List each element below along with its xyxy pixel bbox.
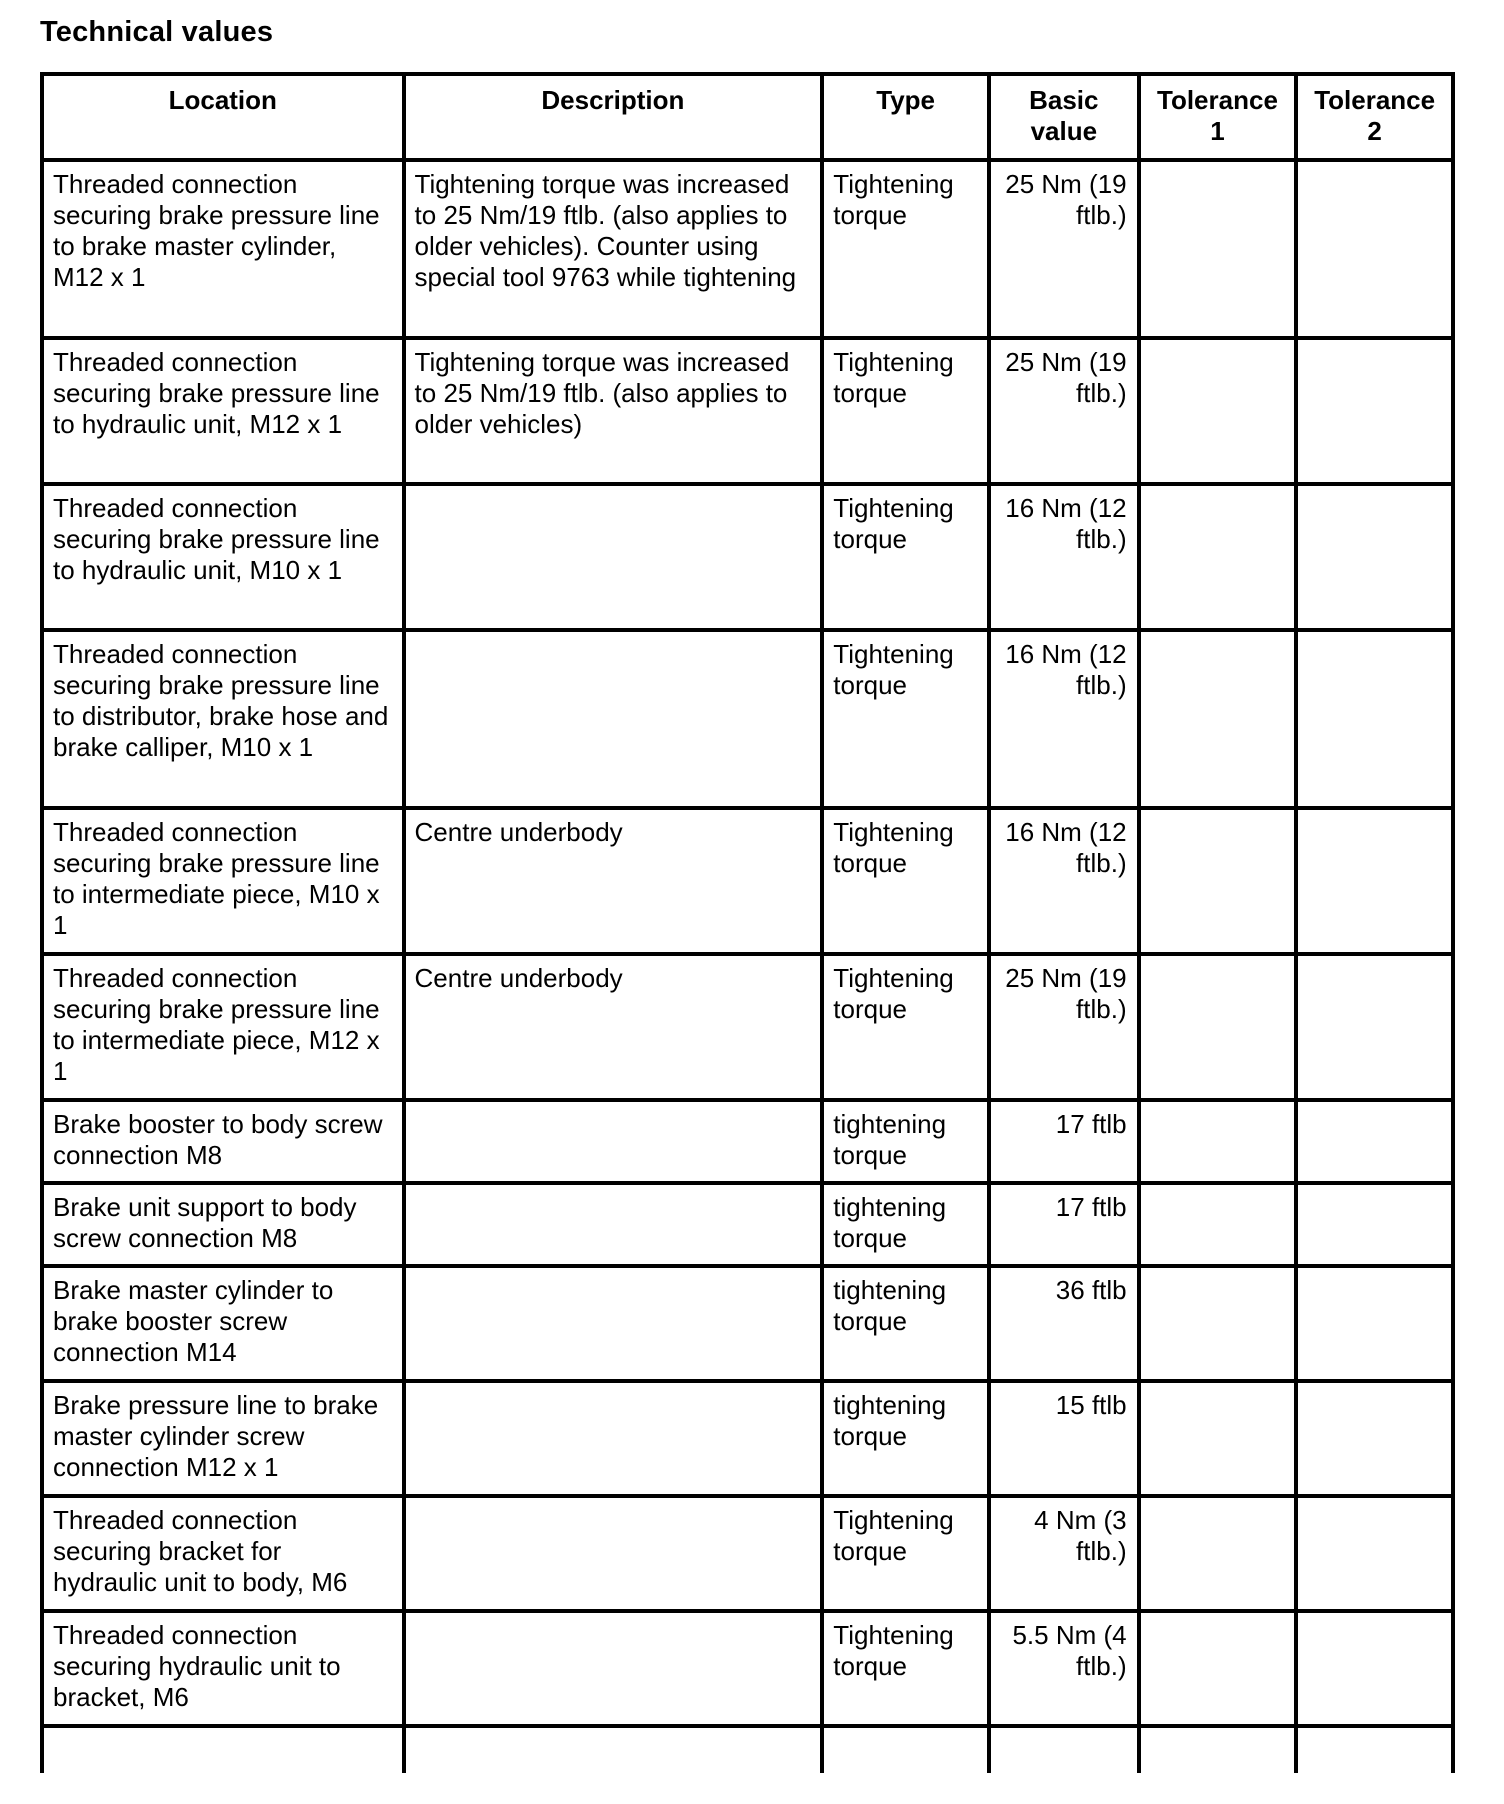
cell-tolerance-1 <box>1139 484 1297 630</box>
cell-tolerance-2 <box>1296 1183 1453 1266</box>
cell-basic-value: 16 Nm (12 ftlb.) <box>989 808 1139 954</box>
cell-tolerance-1 <box>1139 1381 1297 1496</box>
cell-type: tightening torque <box>822 1266 989 1381</box>
table-row <box>42 484 1453 630</box>
cell-basic-value: 25 Nm (19 ftlb.) <box>989 160 1139 338</box>
cell-empty <box>42 1726 404 1773</box>
cell-tolerance-1 <box>1139 808 1297 954</box>
cell-basic-value: 36 ftlb <box>989 1266 1139 1381</box>
header-tolerance-1: Tolerance 1 <box>1139 74 1297 160</box>
cell-type: tightening torque <box>822 1381 989 1496</box>
cell-tolerance-2 <box>1296 1496 1453 1611</box>
header-location: Location <box>42 74 404 160</box>
cell-location: Threaded connection securing bracket for hydraulic unit to body, M6 <box>42 1496 404 1611</box>
cell-type: Tightening torque <box>822 1496 989 1611</box>
table-row-continuation <box>42 1726 1453 1773</box>
table-row <box>42 630 1453 808</box>
cell-tolerance-2 <box>1296 1381 1453 1496</box>
table-row <box>42 338 1453 484</box>
cell-tolerance-2 <box>1296 630 1453 808</box>
cell-tolerance-1 <box>1139 338 1297 484</box>
table-row <box>42 1496 1453 1611</box>
cell-type: Tightening torque <box>822 484 989 630</box>
cell-description <box>404 1496 823 1611</box>
cell-tolerance-2 <box>1296 338 1453 484</box>
cell-description <box>404 1266 823 1381</box>
cell-location: Threaded connection securing brake pressure line to hydraulic unit, M10 x 1 <box>42 484 404 630</box>
cell-description <box>404 1381 823 1496</box>
cell-tolerance-1 <box>1139 1183 1297 1266</box>
cell-tolerance-1 <box>1139 1496 1297 1611</box>
cell-description: Centre underbody <box>404 954 823 1100</box>
cell-basic-value: 16 Nm (12 ftlb.) <box>989 630 1139 808</box>
table-row <box>42 1611 1453 1726</box>
cell-location: Threaded connection securing brake pressure line to distributor, brake hose and brake calliper, M10 x 1 <box>42 630 404 808</box>
table-row <box>42 954 1453 1100</box>
cell-description <box>404 1100 823 1183</box>
cell-description <box>404 484 823 630</box>
cell-empty <box>822 1726 989 1773</box>
cell-location: Threaded connection securing brake pressure line to intermediate piece, M12 x 1 <box>42 954 404 1100</box>
cell-description: Tightening torque was increased to 25 Nm/19 ftlb. (also applies to older vehicles) <box>404 338 823 484</box>
header-basic-value: Basic value <box>989 74 1139 160</box>
cell-location: Threaded connection securing brake pressure line to hydraulic unit, M12 x 1 <box>42 338 404 484</box>
cell-tolerance-2 <box>1296 160 1453 338</box>
cell-empty <box>1139 1726 1297 1773</box>
cell-tolerance-2 <box>1296 1611 1453 1726</box>
cell-type: Tightening torque <box>822 954 989 1100</box>
cell-type: tightening torque <box>822 1183 989 1266</box>
cell-empty <box>989 1726 1139 1773</box>
cell-tolerance-2 <box>1296 1266 1453 1381</box>
table-row <box>42 160 1453 338</box>
cell-tolerance-1 <box>1139 954 1297 1100</box>
cell-basic-value: 17 ftlb <box>989 1183 1139 1266</box>
cell-basic-value: 16 Nm (12 ftlb.) <box>989 484 1139 630</box>
cell-description: Tightening torque was increased to 25 Nm/19 ftlb. (also applies to older vehicles). Counter using special tool 9763 while tightening <box>404 160 823 338</box>
cell-type: Tightening torque <box>822 808 989 954</box>
cell-basic-value: 25 Nm (19 ftlb.) <box>989 954 1139 1100</box>
cell-type: Tightening torque <box>822 160 989 338</box>
cell-location: Threaded connection securing brake pressure line to intermediate piece, M10 x 1 <box>42 808 404 954</box>
technical-values-table <box>40 72 1455 1773</box>
cell-basic-value: 25 Nm (19 ftlb.) <box>989 338 1139 484</box>
cell-tolerance-1 <box>1139 1266 1297 1381</box>
cell-tolerance-2 <box>1296 484 1453 630</box>
cell-type: tightening torque <box>822 1100 989 1183</box>
cell-description <box>404 630 823 808</box>
cell-description: Centre underbody <box>404 808 823 954</box>
cell-description <box>404 1611 823 1726</box>
cell-basic-value: 5.5 Nm (4 ftlb.) <box>989 1611 1139 1726</box>
cell-location: Brake unit support to body screw connection M8 <box>42 1183 404 1266</box>
cell-location: Brake booster to body screw connection M8 <box>42 1100 404 1183</box>
cell-empty <box>404 1726 823 1773</box>
cell-tolerance-1 <box>1139 160 1297 338</box>
cell-location: Brake pressure line to brake master cylinder screw connection M12 x 1 <box>42 1381 404 1496</box>
header-description: Description <box>404 74 823 160</box>
header-type: Type <box>822 74 989 160</box>
cell-tolerance-1 <box>1139 1611 1297 1726</box>
cell-tolerance-1 <box>1139 1100 1297 1183</box>
table-row <box>42 1381 1453 1496</box>
table-row <box>42 1266 1453 1381</box>
cell-type: Tightening torque <box>822 338 989 484</box>
cell-empty <box>1296 1726 1453 1773</box>
cell-basic-value: 4 Nm (3 ftlb.) <box>989 1496 1139 1611</box>
page-title: Technical values <box>40 16 274 48</box>
table-header-row <box>42 74 1453 160</box>
cell-tolerance-1 <box>1139 630 1297 808</box>
cell-tolerance-2 <box>1296 808 1453 954</box>
cell-type: Tightening torque <box>822 630 989 808</box>
table-row <box>42 1100 1453 1183</box>
cell-tolerance-2 <box>1296 1100 1453 1183</box>
table-row <box>42 808 1453 954</box>
cell-type: Tightening torque <box>822 1611 989 1726</box>
header-tolerance-2: Tolerance 2 <box>1296 74 1453 160</box>
cell-location: Brake master cylinder to brake booster screw connection M14 <box>42 1266 404 1381</box>
cell-description <box>404 1183 823 1266</box>
cell-basic-value: 17 ftlb <box>989 1100 1139 1183</box>
cell-location: Threaded connection securing hydraulic unit to bracket, M6 <box>42 1611 404 1726</box>
cell-basic-value: 15 ftlb <box>989 1381 1139 1496</box>
table-row <box>42 1183 1453 1266</box>
cell-tolerance-2 <box>1296 954 1453 1100</box>
cell-location: Threaded connection securing brake pressure line to brake master cylinder, M12 x 1 <box>42 160 404 338</box>
